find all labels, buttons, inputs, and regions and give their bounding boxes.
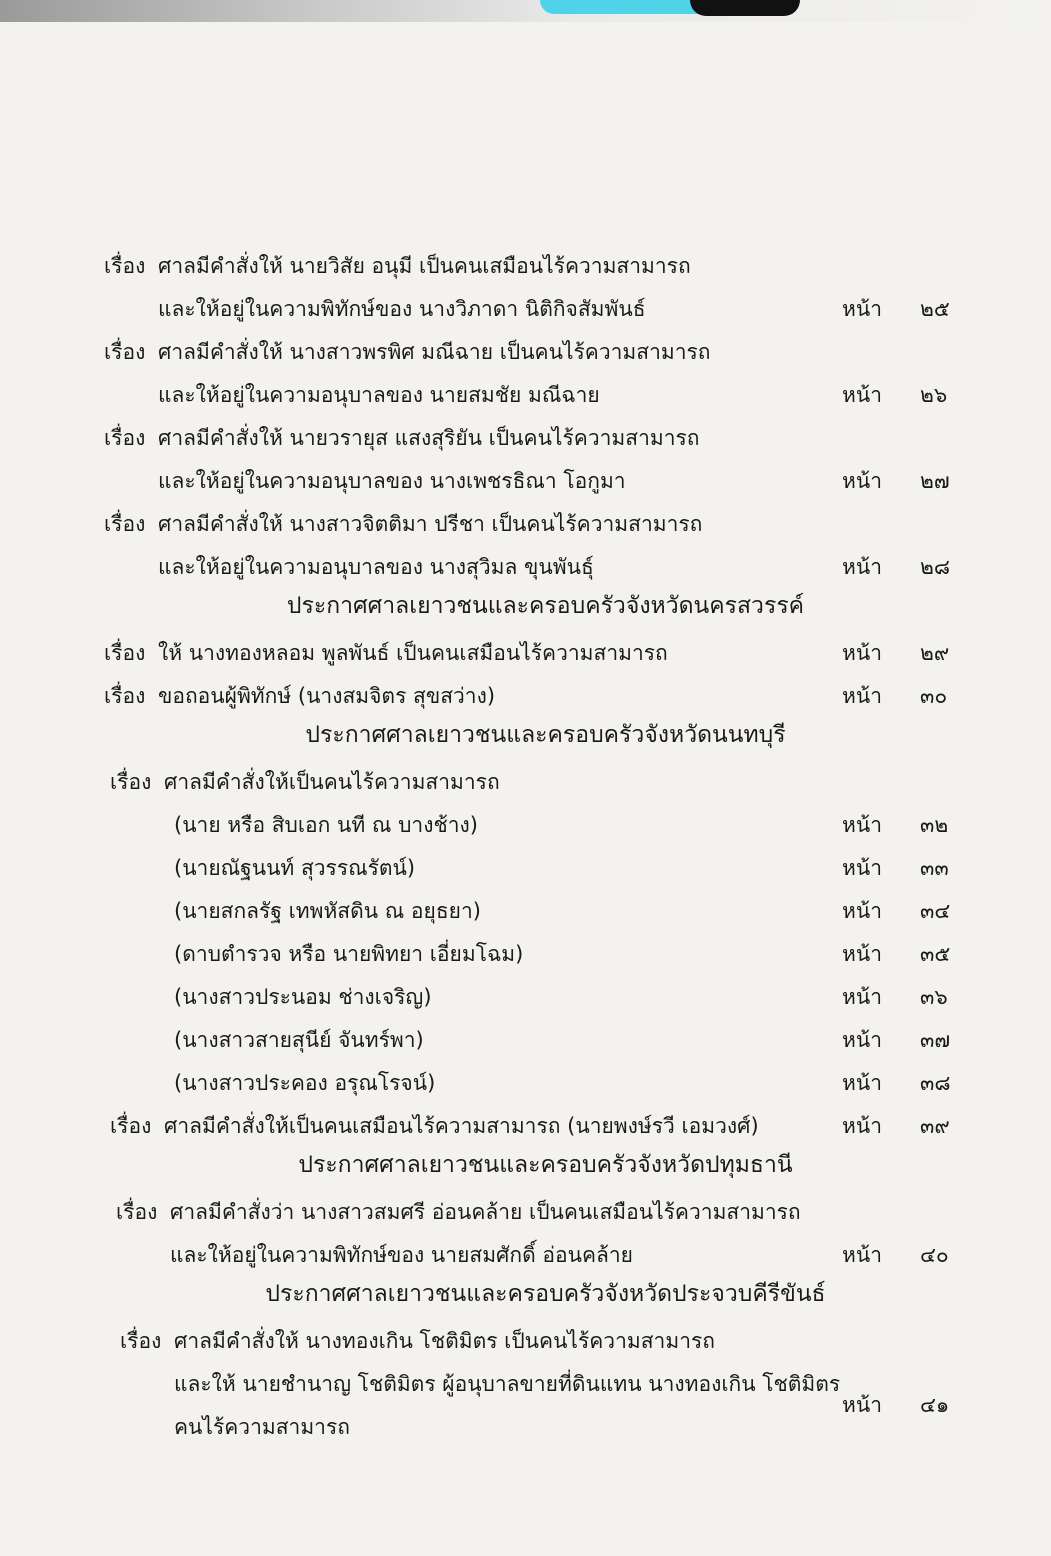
page-word: หน้า <box>842 555 882 579</box>
page-word: หน้า <box>842 297 882 321</box>
entry-label: เรื่อง <box>110 1114 152 1138</box>
page-number: ๓๔ <box>920 899 951 923</box>
page-word: หน้า <box>842 469 882 493</box>
entry-label: เรื่อง <box>104 512 146 536</box>
toc-entry-line <box>0 976 1051 1018</box>
entry-text: และให้อยู่ในความพิทักษ์ของ นายสมศักดิ์ อ่อนคล้าย <box>170 1243 633 1267</box>
page-number: ๓๗ <box>920 1028 951 1052</box>
entry-label: เรื่อง <box>120 1329 162 1353</box>
entry-text: (นางสาวสายสุนีย์ จันทร์พา) <box>174 1028 424 1052</box>
entry-text: และให้อยู่ในความพิทักษ์ของ นางวิภาดา นิติกิจสัมพันธ์ <box>158 297 646 321</box>
page-number: ๓๘ <box>920 1071 951 1095</box>
toc-entry-line <box>0 546 1051 588</box>
toc-entry-line <box>0 331 1051 373</box>
page-number: ๓๐ <box>920 684 948 708</box>
toc-entry-line <box>0 1393 1051 1448</box>
page-number: ๒๖ <box>920 383 948 407</box>
page-word: หน้า <box>842 985 882 1009</box>
toc-entry-line <box>0 460 1051 502</box>
page-number: ๓๓ <box>920 856 949 880</box>
toc-entry-line <box>0 1234 1051 1276</box>
toc-entry-line <box>0 1320 1051 1362</box>
toc-entry-line <box>0 933 1051 975</box>
page-number: ๓๖ <box>920 985 948 1009</box>
section-heading: ประกาศศาลเยาวชนและครอบครัวจังหวัดประจวบคีรีขันธ์ <box>265 1281 826 1307</box>
entry-text: ศาลมีคำสั่งให้เป็นคนไร้ความสามารถ <box>164 770 500 794</box>
entry-label: เรื่อง <box>116 1200 158 1224</box>
page-number: ๒๕ <box>920 297 950 321</box>
entry-text: ศาลมีคำสั่งว่า นางสาวสมศรี อ่อนคล้าย เป็นคนเสมือนไร้ความสามารถ <box>170 1200 801 1224</box>
toc-entry-line <box>0 374 1051 416</box>
entry-text: และให้อยู่ในความอนุบาลของ นายสมชัย มณีฉาย <box>158 383 600 407</box>
toc-entry-line <box>0 1363 1051 1405</box>
entry-text: คนไร้ความสามารถ <box>174 1415 350 1439</box>
entry-label: เรื่อง <box>104 254 146 278</box>
entry-text: (ดาบตำรวจ หรือ นายพิทยา เอี่ยมโฉม) <box>174 942 524 966</box>
page-number: ๒๙ <box>920 641 950 665</box>
toc-entry-line <box>0 417 1051 459</box>
page-number: ๔๑ <box>920 1393 950 1417</box>
top-dark-mark <box>690 0 800 16</box>
page-word: หน้า <box>842 899 882 923</box>
entry-text: ศาลมีคำสั่งให้ นางสาวพรพิศ มณีฉาย เป็นคนไร้ความสามารถ <box>158 340 711 364</box>
page-word: หน้า <box>842 1243 882 1267</box>
section-heading: ประกาศศาลเยาวชนและครอบครัวจังหวัดนนทบุรี <box>305 722 786 748</box>
entry-text: และให้ นายชำนาญ โชติมิตร ผู้อนุบาลขายที่ดินแทน นางทองเกิน โชติมิตร <box>174 1372 841 1396</box>
entry-text: ศาลมีคำสั่งให้ นายวิสัย อนุมี เป็นคนเสมือนไร้ความสามารถ <box>158 254 691 278</box>
entry-text: (นางสาวประนอม ช่างเจริญ) <box>174 985 432 1009</box>
entry-label: เรื่อง <box>104 426 146 450</box>
toc-entry-line <box>0 1191 1051 1233</box>
toc-entry-line <box>0 761 1051 803</box>
entry-text: ศาลมีคำสั่งให้เป็นคนเสมือนไร้ความสามารถ (นายพงษ์รวี เอมวงศ์) <box>164 1114 759 1138</box>
entry-text: (นายสกลรัฐ เทพหัสดิน ณ อยุธยา) <box>174 899 481 923</box>
entry-label: เรื่อง <box>110 770 152 794</box>
entry-text: (นาย หรือ สิบเอก นที ณ บางช้าง) <box>174 813 478 837</box>
toc-entry-line <box>0 1105 1051 1147</box>
toc-entry-line <box>0 632 1051 674</box>
toc-entry-line <box>0 288 1051 330</box>
entry-label: เรื่อง <box>104 684 146 708</box>
page-word: หน้า <box>842 942 882 966</box>
toc-entry-line <box>0 847 1051 889</box>
page-number: ๔๐ <box>920 1243 949 1267</box>
section-heading: ประกาศศาลเยาวชนและครอบครัวจังหวัดนครสวรรค์ <box>286 593 805 619</box>
entry-text: และให้อยู่ในความอนุบาลของ นางเพชรธิณา โอกูมา <box>158 469 626 493</box>
entry-text: ศาลมีคำสั่งให้ นางสาวจิตติมา ปรีชา เป็นคนไร้ความสามารถ <box>158 512 703 536</box>
toc-entry-line <box>0 804 1051 846</box>
page-word: หน้า <box>842 1114 882 1138</box>
toc-entry-line <box>0 1019 1051 1061</box>
section-heading: ประกาศศาลเยาวชนและครอบครัวจังหวัดปทุมธานี <box>298 1152 793 1178</box>
toc-entry-line <box>0 503 1051 545</box>
page-top-edge <box>0 0 1051 22</box>
page-number: ๓๒ <box>920 813 949 837</box>
page-word: หน้า <box>842 684 882 708</box>
toc-entry-line <box>0 1062 1051 1104</box>
page-number: ๓๙ <box>920 1114 950 1138</box>
page-number: ๒๘ <box>920 555 951 579</box>
page-word: หน้า <box>842 856 882 880</box>
toc-entry-line <box>0 675 1051 717</box>
page-word: หน้า <box>842 1393 882 1417</box>
entry-text: ศาลมีคำสั่งให้ นางทองเกิน โชติมิตร เป็นคนไร้ความสามารถ <box>174 1329 715 1353</box>
entry-text: ให้ นางทองหลอม พูลพันธ์ เป็นคนเสมือนไร้ความสามารถ <box>158 641 668 665</box>
page-word: หน้า <box>842 1071 882 1095</box>
toc-entry-line <box>0 245 1051 287</box>
entry-text: ศาลมีคำสั่งให้ นายวรายุส แสงสุริยัน เป็นคนไร้ความสามารถ <box>158 426 700 450</box>
page-word: หน้า <box>842 383 882 407</box>
toc-entry-line <box>0 890 1051 932</box>
entry-text: ขอถอนผู้พิทักษ์ (นางสมจิตร สุขสว่าง) <box>158 684 496 708</box>
entry-text: (นายณัฐนนท์ สุวรรณรัตน์) <box>174 856 416 880</box>
entry-text: (นางสาวประคอง อรุณโรจน์) <box>174 1071 436 1095</box>
entry-label: เรื่อง <box>104 340 146 364</box>
page-number: ๓๕ <box>920 942 951 966</box>
page-number: ๒๗ <box>920 469 950 493</box>
entry-text: และให้อยู่ในความอนุบาลของ นางสุวิมล ขุนพันธุ์ <box>158 555 594 579</box>
page-word: หน้า <box>842 813 882 837</box>
page-word: หน้า <box>842 1028 882 1052</box>
entry-label: เรื่อง <box>104 641 146 665</box>
page-word: หน้า <box>842 641 882 665</box>
